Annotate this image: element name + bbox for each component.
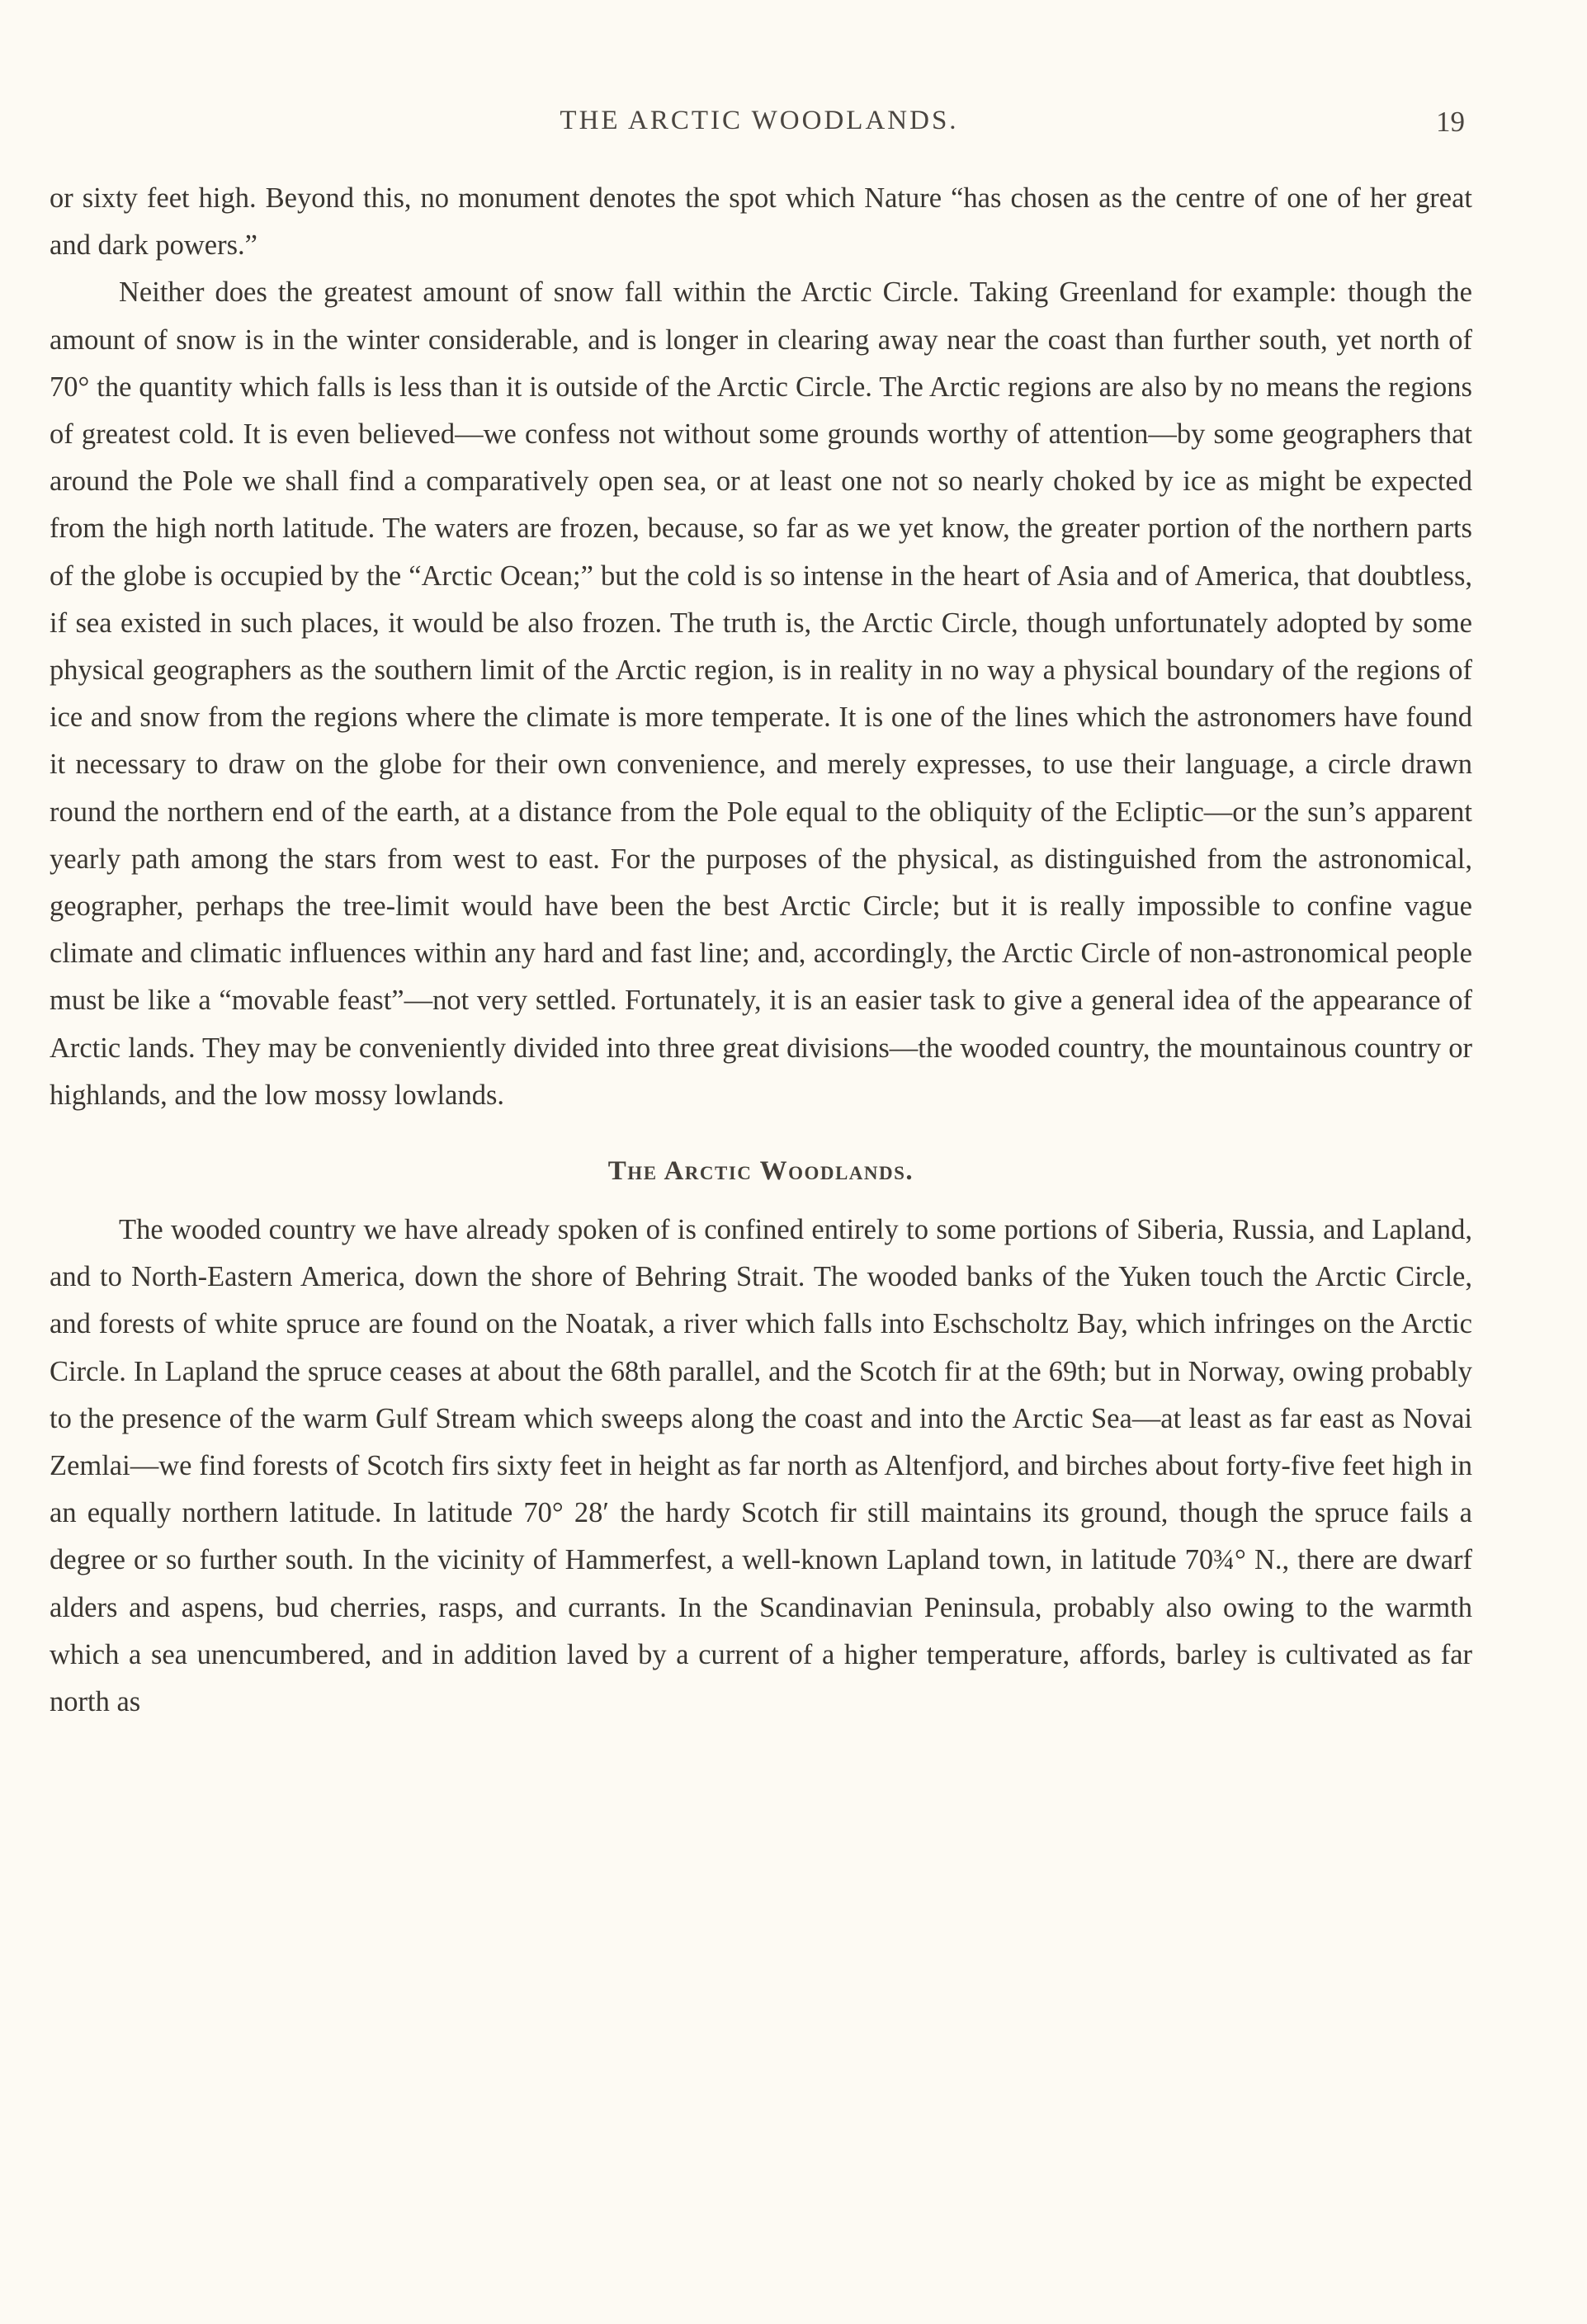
body-text (50, 175, 1472, 1726)
paragraph-arctic-circle: Neither does the greatest amount of snow fall within the Arctic Circle. Taking Greenland for example: though the amount of snow is in the winter considerable, and is longer in clearing away near the coast than further south, yet north of 70° the quantity which falls is less than it is outside of the Arctic Circle. The Arctic regions are also by no means the regions of greatest cold. It is even believed—we confess not without some grounds worthy of attention—by some geographers that around the Pole we shall find a comparatively open sea, or at least one not so nearly choked by ice as might be expected from the high north latitude. The waters are frozen, because, so far as we yet know, the greater portion of the northern parts of the globe is occupied by the “Arctic Ocean;” but the cold is so intense in the heart of Asia and of America, that doubtless, if sea existed in such places, it would be also frozen. The truth is, the Arctic Circle, though unfortunately adopted by some physical geographers as the southern limit of the Arctic region, is in reality in no way a physical boundary of the regions of ice and snow from the regions where the climate is more temperate. It is one of the lines which the astronomers have found it necessary to draw on the globe for their own convenience, and merely expresses, to use their language, a circle drawn round the northern end of the earth, at a distance from the Pole equal to the obliquity of the Ecliptic—or the sun’s apparent yearly path among the stars from west to east. For the purposes of the physical, as distinguished from the astronomical, geographer, perhaps the tree-limit would have been the best Arctic Circle; but it is really impossible to confine vague climate and climatic influences within any hard and fast line; and, accordingly, the Arctic Circle of non-astronomical people must be like a “movable feast”—not very settled. Fortunately, it is an easier task to give a general idea of the appearance of Arctic lands. They may be conveniently divided into three great divisions—the wooded country, the mountainous country or highlands, and the low mossy lowlands. (50, 276, 1472, 1111)
section-heading: The Arctic Woodlands. (607, 1156, 914, 1187)
running-head (0, 106, 1587, 147)
page-number: 19 (1436, 106, 1465, 138)
paragraph-continuation: or sixty feet high. Beyond this, no monument denotes the spot which Nature “has chosen as the centre of one of her great and dark powers.” (50, 182, 1472, 262)
running-title: THE ARCTIC WOODLANDS. (560, 106, 959, 135)
paragraph-woodlands: The wooded country we have already spoken of is confined entirely to some portions of Siberia, Russia, and Lapland, and to North-Eastern America, down the shore of Behring Strait. The wooded banks of the Yuken touch the Arctic Circle, and forests of white spruce are found on the Noatak, a river which falls into Eschscholtz Bay, which infringes on the Arctic Circle. In Lapland the spruce ceases at about the 68th parallel, and the Scotch fir at the 69th; but in Norway, owing probably to the presence of the warm Gulf Stream which sweeps along the coast and into the Arctic Sea—at least as far east as Novai Zemlai—we find forests of Scotch firs sixty feet in height as far north as Altenfjord, and birches about forty-five feet high in an equally northern latitude. In latitude 70° 28′ the hardy Scotch fir still maintains its ground, though the spruce fails a degree or so further south. In the vicinity of Hammerfest, a well-known Lapland town, in latitude 70¾° N., there are dwarf alders and aspens, bud cherries, rasps, and currants. In the Scandinavian Peninsula, probably also owing to the warmth which a sea unencumbered, and in addition laved by a current of a higher temperature, affords, barley is cultivated as far north as (50, 1214, 1472, 1718)
